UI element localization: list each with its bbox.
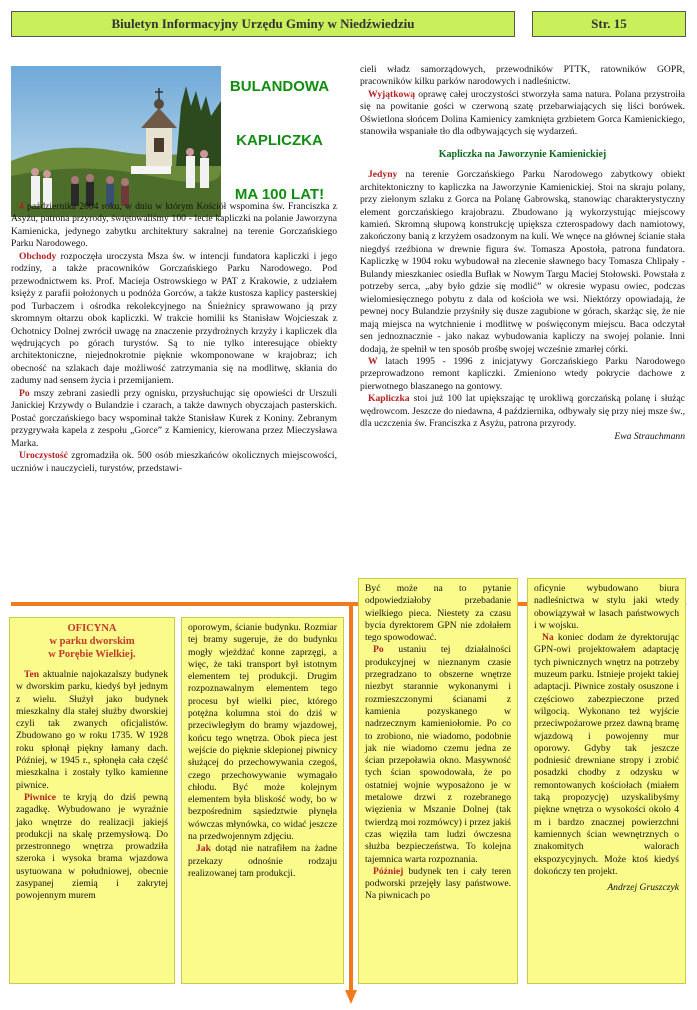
article-column-2 [360, 64, 685, 443]
paragraph-text: mszy zebrani zasiedli przy ognisku, przysłuchując się opowieści dr Urszuli Janickiej Krzywdy o Bulandzie i czarach, a także dawnych obyczajach pasterskich. Postać gorczańskiego bacy wspominał także Stanisław Kurek z Koniny. Zebranym przygrywała kapela z zespołu „Gorce” z Kamienicy, kierowana przez Mieczysława Marka. [11, 387, 337, 449]
paragraph [188, 843, 337, 880]
paragraph [360, 64, 685, 89]
paragraph [11, 388, 337, 450]
paragraph-lead: Na [542, 632, 554, 644]
paragraph-lead: Obchody [19, 250, 57, 262]
paragraph-text: rozpoczęła uroczysta Msza św. w intencji fundatora kapliczki i jego rodziny, a także pracowników Gorczańskiego Parku Narodowego. Pod przewodnictwem ks. Prof. Macieja Ostrowskiego w PAT z Krakowie, z udziałem księży z parafii położonych u podnóża Gorców, a także kustosza kaplicy pasterskiej pod Turbaczem i ośrodka rekolekcyjnego na Śnieżnicy sprawowano ją przy skromnym ołtarzu obok kapliczki. W trakcie homilii ks Stanisław Wojcieszak z Ochotnicy Dolnej zwrócił uwagę na znaczenie przydrożnych krzyży i kapliczek dla wędrujących po górach turystów. Są to nie tylko interesujące obiekty architektoniczne, niejednokrotnie pięknie wkomponowane w krajobraz; ich obecność na szlakach daje możliwość zatrzymania się na modlitwę, skłania do zadumy nad sensem życia i przemijaniem. [11, 250, 337, 387]
paragraph-lead: Wyjątkową [368, 88, 416, 100]
oficyna-column-3 [358, 578, 518, 984]
title-line-2: KAPLICZKA [236, 132, 323, 149]
paragraph-text: te kryją do dziś pewną zagadkę. Wybudowano je wyraźnie jako wnętrze do realizacji jakiejś produkcji na skalę przemysłową. Do przestronnego wnętrza prowadziła szeroka i wysoka brama wjazdowa usytuowana w południowej, obecnie zasypanej ziemią i zakrytej powojennym murem [16, 791, 168, 902]
paragraph-lead: Jak [196, 843, 211, 855]
paragraph-lead: W [368, 355, 378, 367]
paragraph-lead: Po [19, 387, 30, 399]
paragraph [360, 89, 685, 139]
author-signature: Andrzej Gruszczyk [607, 882, 679, 894]
oficyna-heading: w parku dworskim [49, 636, 135, 647]
paragraph-text: oprawę całej uroczystości stworzyła sama natura. Polana przystroiła się na powitanie gości w czerwoną szatę przebarwiających się liści borówek. Oświetlona słońcem Dolina Kamienicy zamknięta grzbietem Gorca Kamienickiego, stanowiła wspaniałe tło dla odbywających się wydarzeń. [360, 88, 685, 138]
paragraph-text: oficynie wybudowano biura nadleśnictwa w stylu jaki wtedy obowiązywał w lasach państwowych i w wojsku. [534, 583, 679, 631]
section-subheading: Kapliczka na Jaworzynie Kamienickiej [438, 148, 607, 160]
paragraph [188, 622, 337, 843]
paragraph [11, 450, 337, 475]
paragraph-text: koniec dodam że dyrektorując GPN-owi projektowałem adaptację tych piwnicznych wnętrz na potrzeby muzeum parku. Istnieje projekt takiej adaptacji. Piwnice zostały osuszone i częściowo zabezpieczone przed wilgocią. Wykonano też wyjście przeciwpożarowe przez dawną bramę wjazdową i powojenny mur oporowy. Gdyby tak jeszcze podniesić drewniane stropy i zrobić posadzki chodby z odzysku w remontowanych kościołach (miałem taką propozycję) uzyskalibyśmy piękne wnętrza o wysokości około 4 m i bardzo znacznej powierzchni kamiennych ścian wewnętrznych o znakomitych walorach ekspozycyjnych. Może ktoś kiedyś dokończy ten projekt. [534, 632, 679, 877]
paragraph-text: ustaniu tej działalności produkcyjnej w nieznanym czasie przegradzano to obszerne wnętrze niezbyt starannie wykonanymi i rozmieszczonymi ścianami z kamienia pozyskanego w nadrzecznym kamieniołomie. Po co to zrobiono, nie wiadomo, podobnie jak nie wiadomo czemu jedna ze ścian przepoławia okno. Masywność tych ścian spowodowała, że po ostatniej wojnie wyposażono je w metalowe drzwi z rozebranego więzienia w Mszanie Dolnej (tak twierdzą moi rozmówcy) i przez jakiś czas więziła tam ludzi ówczesna służba bezpieczeństwa. To kolejna tajemnica warta rozpoznania. [365, 644, 511, 865]
paragraph-lead: Kapliczka [368, 393, 410, 405]
paragraph [11, 251, 337, 388]
title-line-3: MA 100 LAT! [234, 186, 325, 203]
oficyna-heading: OFICYNA [67, 623, 117, 634]
paragraph-text: stoi już 100 lat upiększając tę urokliwą gorczańską polanę i służąc wędrowcom. Jeszcze do niedawna, 4 października, odbywały się przy niej msze św., dla uczczenia św. Franciszka z Asyżu, patrona przyrody. [360, 393, 685, 430]
paragraph-lead: Ten [24, 669, 40, 680]
paragraph-lead: Uroczystość [19, 450, 68, 462]
oficyna-column-1 [9, 617, 175, 984]
paragraph-text: oporowym, ścianie budynku. Rozmiar tej bramy sugeruje, że do budynku mogły wjeżdżać konne zaprzęgi, a więc, że taki transport był istotnym elementem tej produkcji. Drugim rozpoznawalnym elementem tego procesu był wielki piec, którego potężna kolumna stoi do dziś w przeciwległym do bramy wjazdowej, końcu tego wnętrza. Obok pieca jest wejście do pięknie sklepionej piwnicy służącej do przechowywania czegoś, czego przechowywanie wymagało chłodu. Być może kolejnym elementem była bliskość wody, bo w bezpośrednim sąsiedztwie płynęła wówczas młynówka, co widać jeszcze na przedwojennym zdjęciu. [188, 622, 337, 843]
page-number: Str. 15 [532, 11, 686, 37]
bulletin-title: Biuletyn Informacyjny Urzędu Gminy w Niedźwiedziu [11, 11, 515, 37]
paragraph-text: dotąd nie natrafiłem na żadne przekazy odnośnie rodzaju realizowanej tam produkcji. [188, 843, 337, 879]
paragraph-lead: 4 [19, 201, 24, 212]
paragraph [360, 356, 685, 393]
oficyna-column-4 [527, 578, 686, 984]
paragraph-text: na terenie Gorczańskiego Parku Narodowego zabytkowy obiekt architektoniczny to kapliczka na Jaworzynie Kamienickiej. Stoi na skraju polany, przy zielonym szlaku z Gorca na Polanę Gabrowską, stanowiąc charakterystyczny element gorczańskiego krajobrazu. Zbudowano ją wykorzystując miejscowy kamień. Skromną słupową konstrukcję upiększa czterospadowy dach namiotowy, zakończony banią z krzyżem osadzonym na kuli. We wnęce na głównej ścianie stała niegdyś rzeźbiona w drewnie figura św. Tomasza Apostoła, patrona fundatora. Kapliczkę w 1904 roku wybudował na zlecenie sławnego bacy Tomasza Chlipały - Bulandy mieszkaniec osiedla Bufłak w Nowym Targu Maciej Stołowski. Powstała z potrzeby serca, „aby było gdzie się modlić” w okresie wypasu owiec, podczas wielomiesięcznego pobytu z dala od kościoła we wsi. Niektórzy opowiadają, że pewnej nocy Bulandzie przyśniły się dusze zagubione w górach, skarżąc się, że nie mają miejsca na wytchnienie i modlitwę w poświęconym miejscu. Baca odczytał sen jednoznacznie - jako nakaz wybudowania kapliczy na swojej polanie. Inni dodają, że spełnił w ten sposób prośbę swojej wcześnie zmarłej córki. [360, 169, 685, 355]
paragraph [16, 669, 168, 792]
paragraph-lead: Jedyny [368, 169, 398, 181]
paragraph [365, 644, 511, 865]
paragraph [365, 866, 511, 903]
article-title [222, 66, 337, 217]
paragraph-text: budynek ten i cały teren podworski przejęły lasy państwowe. Na piwnicach po [365, 865, 511, 902]
paragraph-text: zgromadziła ok. 500 osób mieszkańców okolicznych miejscowości, uczniów i nauczycieli, turystów, przedstawi- [11, 450, 337, 474]
oficyna-column-2 [181, 617, 344, 984]
paragraph-text: października 2004 roku, w dniu w którym Kościół wspomina św. Franciszka z Asyżu, patrona przyrody, świętowaliśmy 100 - lecie kapliczki na polanie Jaworzyna Kamienicka, jedynego zabytku architektury sakralnej na terenie Gorczańskiego Parku Narodowego. [11, 201, 337, 250]
article-column-1 [11, 201, 337, 475]
paragraph-text: cieli władz samorządowych, przewodników PTTK, ratowników GOPR, pracowników kilku parków narodowych i nadleśnictw. [360, 64, 685, 88]
paragraph-text: latach 1995 - 1996 z inicjatywy Gorczańskiego Parku Narodowego przeprowadzono remont kapliczki. Zmieniono wtedy pokrycie dachowe z pierwotnego blaszanego na gontowy. [360, 355, 685, 392]
paragraph-lead: Po [373, 644, 384, 656]
chapel-photo [11, 66, 221, 217]
arrow-down-icon [345, 990, 357, 1004]
column-divider-line [349, 604, 353, 994]
paragraph [360, 393, 685, 430]
paragraph-lead: Piwnice [24, 791, 56, 803]
author-signature: Ewa Strauchmann [614, 430, 685, 442]
paragraph [16, 792, 168, 903]
paragraph [365, 583, 511, 644]
oficyna-heading: w Porębie Wielkiej. [48, 649, 136, 660]
paragraph-lead: Później [373, 865, 404, 877]
paragraph-text: Być może na to pytanie odpowiedziałoby przebadanie wielkiego pieca. Niestety za czasu bycia dyrektorem GPN nie zdołałem tego spowodować. [365, 583, 511, 644]
paragraph [534, 583, 679, 632]
paragraph [534, 632, 679, 878]
paragraph [11, 201, 337, 251]
paragraph-text: aktualnie najokazalszy budynek w dworskim parku, kiedyś był jednym z wielu. Służył jako budynek mieszkalny dla stałej służby dworskiej czyli tak zwanych oficjalistów. Zbudowano go w roku 1735. W 1928 roku spłonął piękny łamany dach. Później, w 1945 r., spłonęła cała część mieszkalna i zostały tylko kamienne piwnice. [16, 669, 168, 791]
title-line-1: BULANDOWA [229, 78, 330, 95]
paragraph [360, 169, 685, 356]
